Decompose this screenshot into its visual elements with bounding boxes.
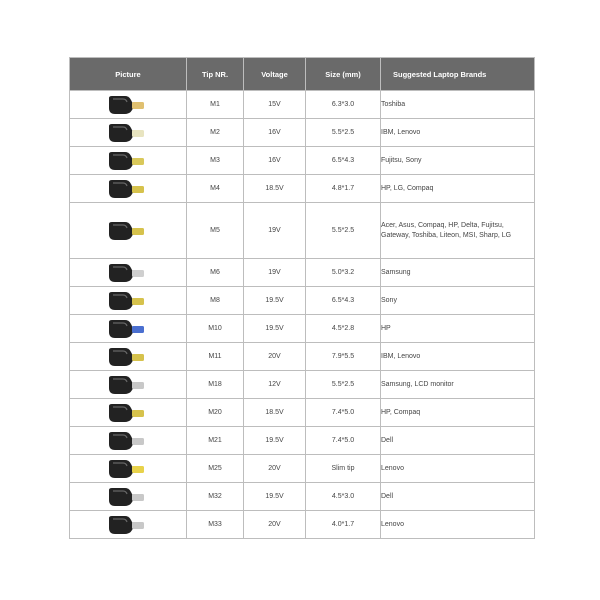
voltage-cell: 19V (244, 259, 306, 287)
tip-number-cell: M32 (187, 483, 244, 511)
table-row (70, 203, 535, 259)
voltage-cell: 15V (244, 91, 306, 119)
brands-cell: Fujitsu, Sony (381, 147, 535, 175)
connector-barrel (132, 382, 144, 389)
tip-number-cell: M5 (187, 203, 244, 259)
tip-number-cell: M3 (187, 147, 244, 175)
table-header (70, 58, 535, 91)
tip-number-cell: M10 (187, 315, 244, 343)
tip-number-cell: M21 (187, 427, 244, 455)
header-row (70, 58, 535, 91)
voltage-cell: 16V (244, 147, 306, 175)
tip-number-cell: M8 (187, 287, 244, 315)
connector-barrel (132, 158, 144, 165)
table-row (70, 175, 535, 203)
table-row (70, 147, 535, 175)
connector-barrel (132, 522, 144, 529)
brands-cell: Dell (381, 483, 535, 511)
picture-cell (70, 287, 187, 315)
header-voltage: Voltage (244, 58, 306, 91)
brands-cell: HP, Compaq (381, 399, 535, 427)
size-cell: 7.4*5.0 (306, 427, 381, 455)
size-cell: 4.0*1.7 (306, 511, 381, 539)
tips-table (69, 57, 535, 539)
tip-number-cell: M4 (187, 175, 244, 203)
picture-cell (70, 203, 187, 259)
voltage-cell: 19.5V (244, 483, 306, 511)
picture-cell (70, 511, 187, 539)
connector-barrel (132, 228, 144, 235)
brands-cell: Lenovo (381, 455, 535, 483)
table-row (70, 511, 535, 539)
table-row (70, 455, 535, 483)
brands-cell: Acer, Asus, Compaq, HP, Delta, Fujitsu, Gateway, Toshiba, Liteon, MSI, Sharp, LG (381, 203, 535, 259)
table-row (70, 259, 535, 287)
header-picture: Picture (70, 58, 187, 91)
connector-tip-icon (105, 458, 151, 480)
header-tip-nr: Tip NR. (187, 58, 244, 91)
connector-barrel (132, 186, 144, 193)
connector-tip-icon (105, 514, 151, 536)
voltage-cell: 16V (244, 119, 306, 147)
size-cell: 4.5*3.0 (306, 483, 381, 511)
size-cell: 4.5*2.8 (306, 315, 381, 343)
header-size: Size (mm) (306, 58, 381, 91)
connector-barrel (132, 102, 144, 109)
picture-cell (70, 371, 187, 399)
connector-tip-icon (105, 220, 151, 242)
voltage-cell: 18.5V (244, 399, 306, 427)
picture-cell (70, 175, 187, 203)
table-row (70, 119, 535, 147)
size-cell: 4.8*1.7 (306, 175, 381, 203)
size-cell: 5.5*2.5 (306, 371, 381, 399)
tip-number-cell: M6 (187, 259, 244, 287)
table-row (70, 371, 535, 399)
tip-number-cell: M33 (187, 511, 244, 539)
connector-tip-icon (105, 374, 151, 396)
connector-tip-icon (105, 262, 151, 284)
size-cell: 5.5*2.5 (306, 119, 381, 147)
connector-tip-icon (105, 318, 151, 340)
brands-cell: IBM, Lenovo (381, 343, 535, 371)
size-cell: 6.3*3.0 (306, 91, 381, 119)
connector-tip-icon (105, 94, 151, 116)
size-cell: 5.0*3.2 (306, 259, 381, 287)
table-row (70, 91, 535, 119)
picture-cell (70, 399, 187, 427)
connector-barrel (132, 270, 144, 277)
picture-cell (70, 455, 187, 483)
voltage-cell: 19.5V (244, 287, 306, 315)
table-row (70, 343, 535, 371)
connector-barrel (132, 326, 144, 333)
tip-number-cell: M2 (187, 119, 244, 147)
brands-cell: Toshiba (381, 91, 535, 119)
voltage-cell: 19.5V (244, 315, 306, 343)
picture-cell (70, 147, 187, 175)
size-cell: 5.5*2.5 (306, 203, 381, 259)
voltage-cell: 19.5V (244, 427, 306, 455)
connector-barrel (132, 298, 144, 305)
brands-cell: Lenovo (381, 511, 535, 539)
picture-cell (70, 483, 187, 511)
brands-cell: HP (381, 315, 535, 343)
voltage-cell: 20V (244, 455, 306, 483)
size-cell: 7.9*5.5 (306, 343, 381, 371)
picture-cell (70, 343, 187, 371)
brands-cell: IBM, Lenovo (381, 119, 535, 147)
connector-barrel (132, 410, 144, 417)
connector-tip-icon (105, 486, 151, 508)
brands-cell: HP, LG, Compaq (381, 175, 535, 203)
table-row (70, 399, 535, 427)
size-cell: 7.4*5.0 (306, 399, 381, 427)
size-cell: 6.5*4.3 (306, 147, 381, 175)
connector-tip-icon (105, 150, 151, 172)
connector-barrel (132, 494, 144, 501)
connector-barrel (132, 130, 144, 137)
brands-cell: Samsung, LCD monitor (381, 371, 535, 399)
voltage-cell: 20V (244, 511, 306, 539)
tip-number-cell: M11 (187, 343, 244, 371)
connector-barrel (132, 438, 144, 445)
size-cell: Slim tip (306, 455, 381, 483)
voltage-cell: 19V (244, 203, 306, 259)
table-row (70, 315, 535, 343)
connector-tip-icon (105, 430, 151, 452)
voltage-cell: 20V (244, 343, 306, 371)
voltage-cell: 18.5V (244, 175, 306, 203)
tip-number-cell: M20 (187, 399, 244, 427)
connector-tip-icon (105, 122, 151, 144)
picture-cell (70, 91, 187, 119)
table-row (70, 427, 535, 455)
tip-number-cell: M18 (187, 371, 244, 399)
picture-cell (70, 119, 187, 147)
connector-barrel (132, 354, 144, 361)
brands-cell: Samsung (381, 259, 535, 287)
table-row (70, 287, 535, 315)
connector-tip-icon (105, 178, 151, 200)
brands-cell: Dell (381, 427, 535, 455)
table-body (70, 91, 535, 539)
header-suggested-brands: Suggested Laptop Brands (381, 58, 535, 91)
table-row (70, 483, 535, 511)
tip-number-cell: M1 (187, 91, 244, 119)
picture-cell (70, 315, 187, 343)
tip-number-cell: M25 (187, 455, 244, 483)
voltage-cell: 12V (244, 371, 306, 399)
picture-cell (70, 259, 187, 287)
brands-cell: Sony (381, 287, 535, 315)
connector-tip-icon (105, 346, 151, 368)
size-cell: 6.5*4.3 (306, 287, 381, 315)
picture-cell (70, 427, 187, 455)
connector-tip-icon (105, 402, 151, 424)
connector-tip-icon (105, 290, 151, 312)
connector-barrel (132, 466, 144, 473)
